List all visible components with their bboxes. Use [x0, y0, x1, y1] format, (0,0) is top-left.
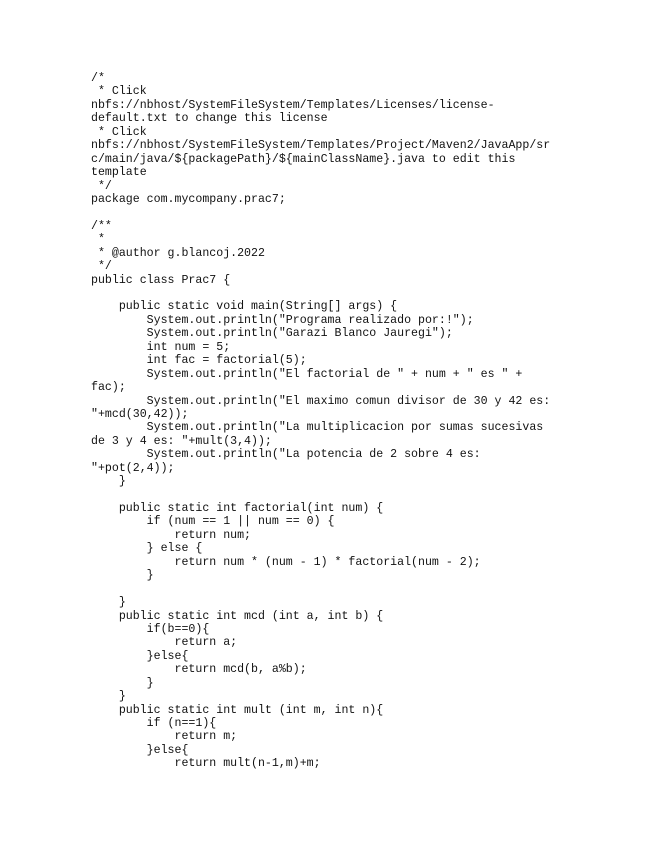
code-line: /**	[91, 219, 112, 233]
code-line: public class Prac7 {	[91, 273, 231, 287]
code-line: * Click	[91, 85, 147, 99]
code-line: /*	[91, 72, 105, 85]
code-line: System.out.println("El maximo comun divisor de 30 y 42 es:	[91, 394, 551, 408]
code-line: System.out.println("La multiplicacion por sumas sucesivas	[91, 421, 544, 435]
code-line: } else {	[91, 542, 203, 556]
code-line: return mcd(b, a%b);	[91, 663, 307, 677]
code-line: package com.mycompany.prac7;	[91, 192, 286, 206]
code-line: public static int mcd (int a, int b) {	[91, 609, 384, 623]
code-line: * Click	[91, 125, 147, 139]
code-line: if(b==0){	[91, 622, 210, 636]
code-line: int fac = factorial(5);	[91, 354, 307, 368]
code-line: return num;	[91, 528, 252, 542]
code-line: c/main/java/${packagePath}/${mainClassName}.java to edit this	[91, 152, 516, 166]
code-line: return m;	[91, 730, 238, 744]
code-line: return a;	[91, 636, 238, 650]
code-line: "+mcd(30,42));	[91, 407, 189, 421]
code-line: if (num == 1 || num == 0) {	[91, 515, 335, 529]
code-line: return mult(n-1,m)+m;	[91, 757, 321, 771]
code-line: */	[91, 179, 112, 193]
code-line	[91, 583, 571, 596]
code-line: fac);	[91, 381, 126, 395]
code-line	[91, 489, 571, 502]
code-listing	[91, 72, 571, 771]
code-line: public static void main(String[] args) {	[91, 300, 398, 314]
code-line	[91, 287, 571, 300]
code-line: template	[91, 166, 147, 180]
code-line: System.out.println("Garazi Blanco Jauregi");	[91, 327, 453, 341]
code-line: de 3 y 4 es: "+mult(3,4));	[91, 434, 272, 448]
code-line: * @author g.blancoj.2022	[91, 246, 265, 260]
code-line: System.out.println("La potencia de 2 sobre 4 es:	[91, 448, 481, 462]
code-line	[91, 206, 571, 219]
code-line: System.out.println("Programa realizado por:!");	[91, 313, 474, 327]
code-line: if (n==1){	[91, 717, 217, 730]
code-line: *	[91, 233, 105, 247]
code-line: }else{	[91, 649, 189, 663]
code-line: public static int factorial(int num) {	[91, 502, 384, 515]
code-line: public static int mult (int m, int n){	[91, 703, 384, 717]
code-line: }	[91, 475, 126, 489]
code-line: "+pot(2,4));	[91, 461, 175, 475]
code-line: }else{	[91, 743, 189, 757]
code-line: nbfs://nbhost/SystemFileSystem/Templates/Project/Maven2/JavaApp/sr	[91, 139, 551, 153]
code-line: }	[91, 690, 126, 704]
code-line: */	[91, 260, 112, 274]
code-line: nbfs://nbhost/SystemFileSystem/Templates/Licenses/license-	[91, 98, 495, 112]
code-line: }	[91, 676, 154, 690]
code-line: int num = 5;	[91, 340, 231, 354]
code-line: }	[91, 569, 154, 583]
code-line: return num * (num - 1) * factorial(num - 2);	[91, 555, 481, 569]
code-line: default.txt to change this license	[91, 112, 328, 126]
code-line: }	[91, 596, 126, 610]
code-line: System.out.println("El factorial de " + num + " es " +	[91, 367, 523, 381]
